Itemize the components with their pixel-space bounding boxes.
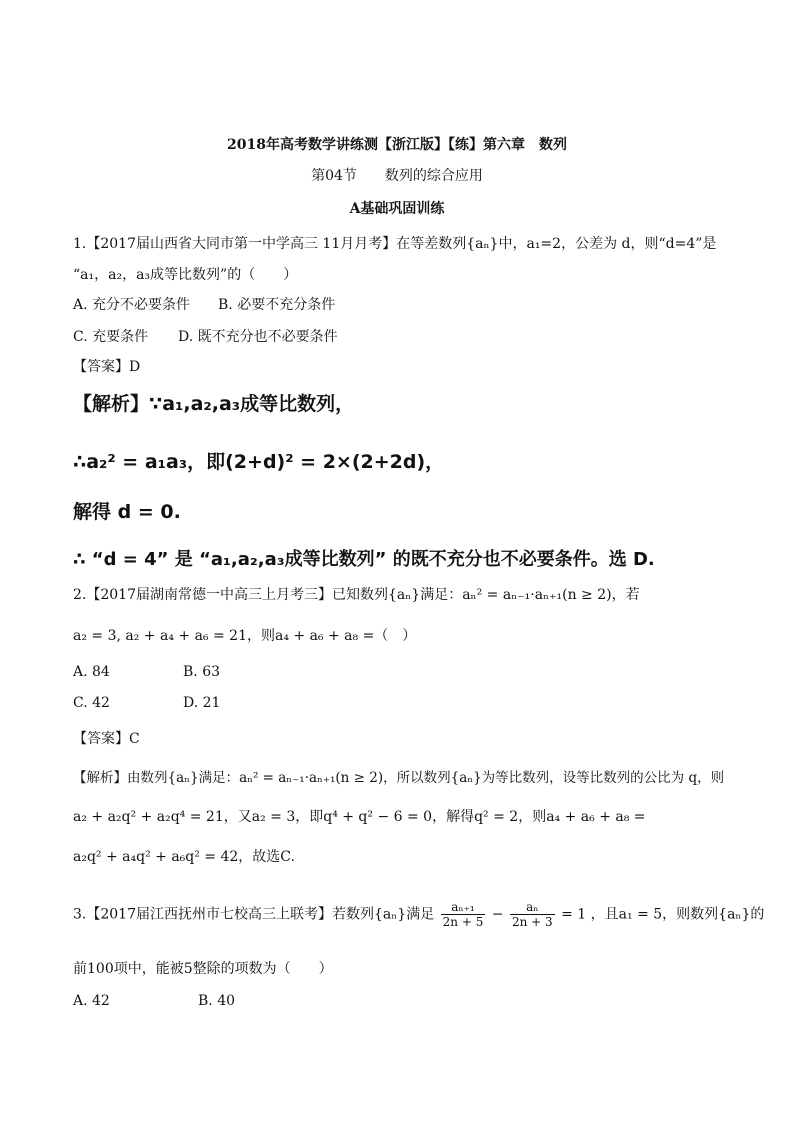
q2-option-c: C. 42 xyxy=(73,695,110,711)
q3-option-a: A. 42 xyxy=(73,993,110,1009)
q1-solution-line4: ∴ “d = 4” 是 “a₁,a₂,a₃成等比数列” 的既不充分也不必要条件。选 D. xyxy=(73,549,655,570)
q3-fraction-1-numerator: aₙ₊₁ xyxy=(441,900,486,915)
document-title: 2018年高考数学讲练测【浙江版】【练】第六章 数列 xyxy=(227,137,567,153)
q1-solution-line3: 解得 d = 0. xyxy=(73,501,181,523)
q1-option-a: A. 充分不必要条件 xyxy=(73,297,191,313)
q2-solution-line3: a₂q² + a₄q² + a₆q² = 42，故选C. xyxy=(73,849,295,865)
q1-option-b: B. 必要不充分条件 xyxy=(218,297,336,313)
q1-solution-line2: ∴a₂² = a₁a₃，即(2+d)² = 2×(2+2d)， xyxy=(73,451,445,473)
q3-option-b: B. 40 xyxy=(198,993,236,1009)
q3-stem-line2: 前100项中，能被5整除的项数为（ ） xyxy=(73,961,333,977)
q3-stem-suffix: ，且a₁ = 5，则数列{aₙ}的 xyxy=(590,906,765,923)
q1-option-d: D. 既不充分也不必要条件 xyxy=(178,329,338,345)
q2-option-a: A. 84 xyxy=(73,664,110,680)
q1-stem-line1: 1.【2017届山西省大同市第一中学高三 11月月考】在等差数列{aₙ}中，a₁=2，公差为 d，则“d=4”是 xyxy=(73,236,717,252)
q3-fraction-1 xyxy=(441,900,486,929)
q3-equals: = 1 xyxy=(561,906,587,923)
q3-fraction-2 xyxy=(510,900,555,929)
q3-stem-prefix: 3.【2017届江西抚州市七校高三上联考】若数列{aₙ}满足 xyxy=(73,906,435,923)
q1-answer: 【答案】D xyxy=(73,359,141,375)
q1-solution-line1: 【解析】∵a₁,a₂,a₃成等比数列， xyxy=(73,393,355,415)
q2-answer: 【答案】C xyxy=(73,731,140,747)
q1-option-c: C. 充要条件 xyxy=(73,329,149,345)
document-subtitle: 第04节 数列的综合应用 xyxy=(311,168,483,184)
q3-fraction-2-denominator: 2n + 3 xyxy=(511,915,553,929)
q2-solution-line2: a₂ + a₂q² + a₂q⁴ = 21，又a₂ = 3，即q⁴ + q² − 6 = 0，解得q² = 2，则a₄ + a₆ + a₈ = xyxy=(73,809,646,825)
q2-solution-line1: 【解析】由数列{aₙ}满足：aₙ² = aₙ₋₁·aₙ₊₁(n ≥ 2)，所以数列{aₙ}为等比数列，设等比数列的公比为 q，则 xyxy=(73,770,725,786)
q3-fraction-1-denominator: 2n + 5 xyxy=(442,915,484,929)
q3-fraction-2-numerator: aₙ xyxy=(510,900,555,915)
section-heading: A基础巩固训练 xyxy=(349,201,445,217)
q3-stem-line1 xyxy=(73,900,764,929)
q2-option-b: B. 63 xyxy=(183,664,221,680)
q3-minus-sign: − xyxy=(491,906,504,923)
q2-stem-line1: 2.【2017届湖南常德一中高三上月考三】已知数列{aₙ}满足：aₙ² = aₙ₋₁·aₙ₊₁(n ≥ 2)，若 xyxy=(73,587,640,603)
q2-option-d: D. 21 xyxy=(183,695,221,711)
q2-stem-line2: a₂ = 3, a₂ + a₄ + a₆ = 21，则a₄ + a₆ + a₈ =（ ） xyxy=(73,628,417,644)
q1-stem-line2: “a₁，a₂，a₃成等比数列”的（ ） xyxy=(73,267,298,283)
